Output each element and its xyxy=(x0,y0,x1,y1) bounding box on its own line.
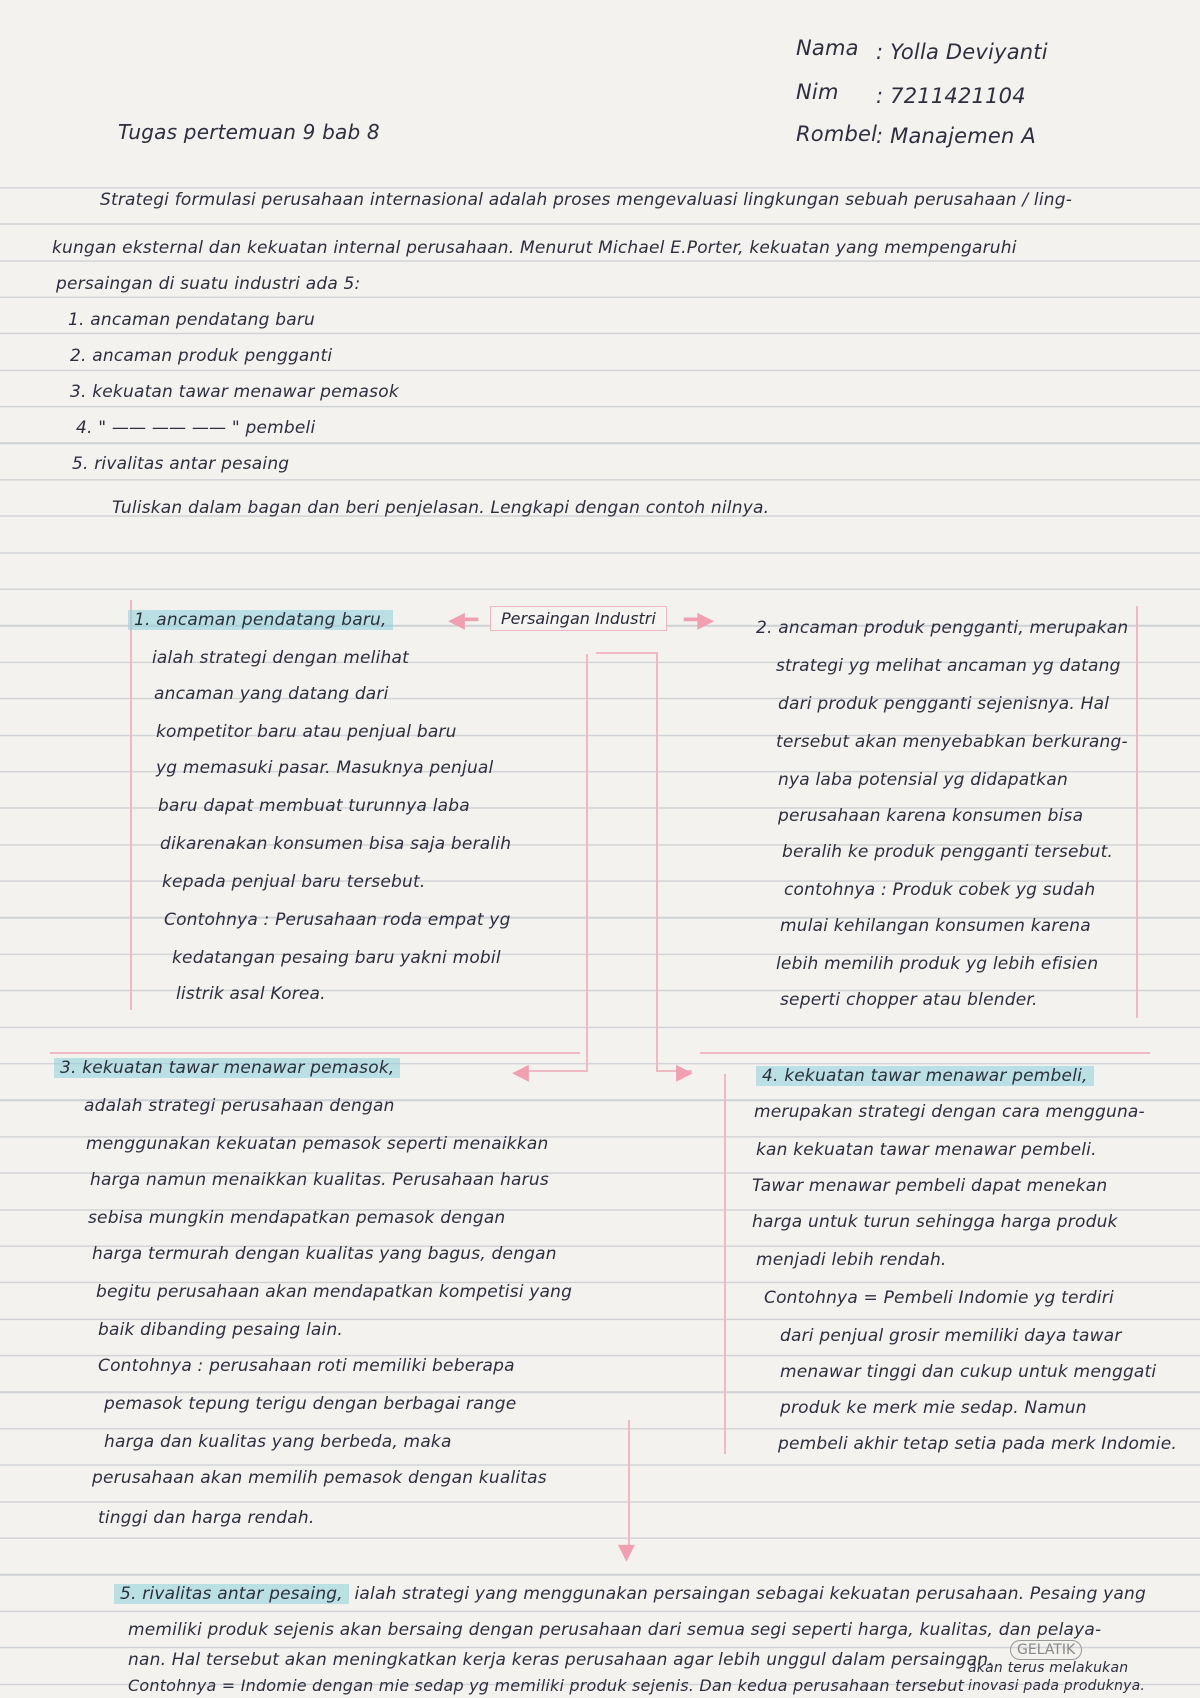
box5-first-line xyxy=(114,1584,1146,1604)
page-title: Tugas pertemuan 9 bab 8 xyxy=(118,120,380,144)
instruction: Tuliskan dalam bagan dan beri penjelasan. Lengkapi dengan contoh nilnya. xyxy=(112,498,770,518)
box4-line: pembeli akhir tetap setia pada merk Indomie. xyxy=(778,1434,1177,1454)
box2-line: perusahaan karena konsumen bisa xyxy=(778,806,1084,826)
box5-last-line: Contohnya = Indomie dengan mie sedap yg memiliki produk sejenis. Dan kedua perusahaan tersebut xyxy=(128,1676,965,1695)
nim-label: Nim xyxy=(796,80,839,104)
box3-line: baik dibanding pesaing lain. xyxy=(98,1320,344,1340)
box1-line: baru dapat membuat turunnya laba xyxy=(158,796,470,816)
frame-line xyxy=(1136,606,1138,1018)
force-item: 2. ancaman produk pengganti xyxy=(70,346,333,366)
box3-title-text: 3. kekuatan tawar menawar pemasok, xyxy=(54,1058,400,1078)
box2-line: nya laba potensial yg didapatkan xyxy=(778,770,1068,790)
connector-line xyxy=(656,654,658,1072)
intro-line: Strategi formulasi perusahaan internasional adalah proses mengevaluasi lingkungan sebuah perusahaan / ling- xyxy=(100,190,1073,210)
frame-line xyxy=(130,600,132,1010)
arrow-left-icon: ◀━ xyxy=(448,608,479,633)
box4-title-text: 4. kekuatan tawar menawar pembeli, xyxy=(756,1066,1094,1086)
arrow-left-icon: ◀ xyxy=(512,1060,529,1085)
box2-line: strategi yg melihat ancaman yg datang xyxy=(776,656,1121,676)
box4-line: dari penjual grosir memiliki daya tawar xyxy=(780,1326,1122,1346)
intro-line: persaingan di suatu industri ada 5: xyxy=(56,274,361,294)
connector-line xyxy=(628,1420,630,1550)
box4-line: Contohnya = Pembeli Indomie yg terdiri xyxy=(764,1288,1114,1308)
nim-value: : 7211421104 xyxy=(876,84,1026,108)
box2-line: dari produk pengganti sejenisnya. Hal xyxy=(778,694,1110,714)
box4-title xyxy=(756,1066,1094,1086)
box4-line: harga untuk turun sehingga harga produk xyxy=(752,1212,1118,1232)
frame-line xyxy=(700,1052,1150,1054)
box5-line: memiliki produk sejenis akan bersaing dengan perusahaan dari semua segi seperti harga, kualitas, dan pelaya- xyxy=(128,1620,1102,1640)
box1-line: kepada penjual baru tersebut. xyxy=(162,872,426,892)
box4-line: merupakan strategi dengan cara mengguna- xyxy=(754,1102,1145,1122)
force-item: 5. rivalitas antar pesaing xyxy=(72,454,290,474)
box3-line: harga dan kualitas yang berbeda, maka xyxy=(104,1432,452,1452)
box4-line: kan kekuatan tawar menawar pembeli. xyxy=(756,1140,1097,1160)
box3-line: harga termurah dengan kualitas yang bagus, dengan xyxy=(92,1244,557,1264)
box5-first-line-rest: ialah strategi yang menggunakan persaingan sebagai kekuatan perusahaan. Pesaing yang xyxy=(354,1584,1147,1604)
arrow-right-icon: ━▶ xyxy=(684,608,715,633)
name-label: Nama xyxy=(796,36,859,60)
box3-line: perusahaan akan memilih pemasok dengan kualitas xyxy=(92,1468,547,1488)
box5-tail-top: akan terus melakukan xyxy=(968,1660,1129,1676)
box2-line: beralih ke produk pengganti tersebut. xyxy=(782,842,1114,862)
box1-line: kompetitor baru atau penjual baru xyxy=(156,722,457,742)
box3-line: menggunakan kekuatan pemasok seperti menaikkan xyxy=(86,1134,549,1154)
frame-line xyxy=(50,1052,580,1054)
box4-line: produk ke merk mie sedap. Namun xyxy=(780,1398,1087,1418)
box4-line: menawar tinggi dan cukup untuk menggati xyxy=(780,1362,1157,1382)
box4-line: menjadi lebih rendah. xyxy=(756,1250,947,1270)
box2-line: mulai kehilangan konsumen karena xyxy=(780,916,1091,936)
box3-line: Contohnya : perusahaan roti memiliki beberapa xyxy=(98,1356,515,1376)
box1-line: ialah strategi dengan melihat xyxy=(152,648,409,668)
box3-line: pemasok tepung terigu dengan berbagai range xyxy=(104,1394,517,1414)
force-item: 4. " —— —— —— " pembeli xyxy=(76,418,316,438)
rombel-label: Rombel xyxy=(796,122,878,146)
arrow-right-icon: ▶ xyxy=(676,1060,693,1085)
box2-line: seperti chopper atau blender. xyxy=(780,990,1038,1010)
watermark-badge: GELATIK xyxy=(1010,1640,1082,1660)
box5-title: 5. rivalitas antar pesaing, xyxy=(114,1584,349,1604)
box5-tail-bottom: inovasi pada produknya. xyxy=(968,1678,1146,1694)
box3-line: harga namun menaikkan kualitas. Perusahaan harus xyxy=(90,1170,549,1190)
intro-line: kungan eksternal dan kekuatan internal perusahaan. Menurut Michael E.Porter, kekuatan yang mempengaruhi xyxy=(52,238,1017,258)
box1-line: ancaman yang datang dari xyxy=(154,684,389,704)
box3-line: tinggi dan harga rendah. xyxy=(98,1508,315,1528)
connector-line xyxy=(586,654,588,1072)
box2-line: contohnya : Produk cobek yg sudah xyxy=(784,880,1096,900)
box2-line: tersebut akan menyebabkan berkurang- xyxy=(776,732,1128,752)
frame-line xyxy=(724,1074,726,1454)
rombel-value: : Manajemen A xyxy=(876,124,1036,148)
box3-line: begitu perusahaan akan mendapatkan kompetisi yang xyxy=(96,1282,573,1302)
force-item: 1. ancaman pendatang baru xyxy=(68,310,315,330)
connector-line xyxy=(522,1070,588,1072)
box1-line: dikarenakan konsumen bisa saja beralih xyxy=(160,834,512,854)
box1-line: kedatangan pesaing baru yakni mobil xyxy=(172,948,501,968)
box1-line: Contohnya : Perusahaan roda empat yg xyxy=(164,910,511,930)
box2-title: 2. ancaman produk pengganti, merupakan xyxy=(756,618,1129,638)
box5-line: nan. Hal tersebut akan meningkatkan kerja keras perusahaan agar lebih unggul dalam persaingan. xyxy=(128,1650,994,1670)
box3-line: adalah strategi perusahaan dengan xyxy=(84,1096,395,1116)
name-value: : Yolla Deviyanti xyxy=(876,40,1048,64)
box1-title-text: 1. ancaman pendatang baru, xyxy=(128,610,393,630)
force-item: 3. kekuatan tawar menawar pemasok xyxy=(70,382,399,402)
center-label: Persaingan Industri xyxy=(490,606,667,631)
box2-line: lebih memilih produk yg lebih efisien xyxy=(776,954,1099,974)
box1-title xyxy=(128,610,393,630)
connector-line xyxy=(596,652,658,654)
box1-line: listrik asal Korea. xyxy=(176,984,326,1004)
box3-line: sebisa mungkin mendapatkan pemasok dengan xyxy=(88,1208,506,1228)
box1-line: yg memasuki pasar. Masuknya penjual xyxy=(156,758,494,778)
box4-line: Tawar menawar pembeli dapat menekan xyxy=(752,1176,1108,1196)
arrow-down-icon: ▼ xyxy=(618,1540,635,1565)
box3-title xyxy=(54,1058,400,1078)
